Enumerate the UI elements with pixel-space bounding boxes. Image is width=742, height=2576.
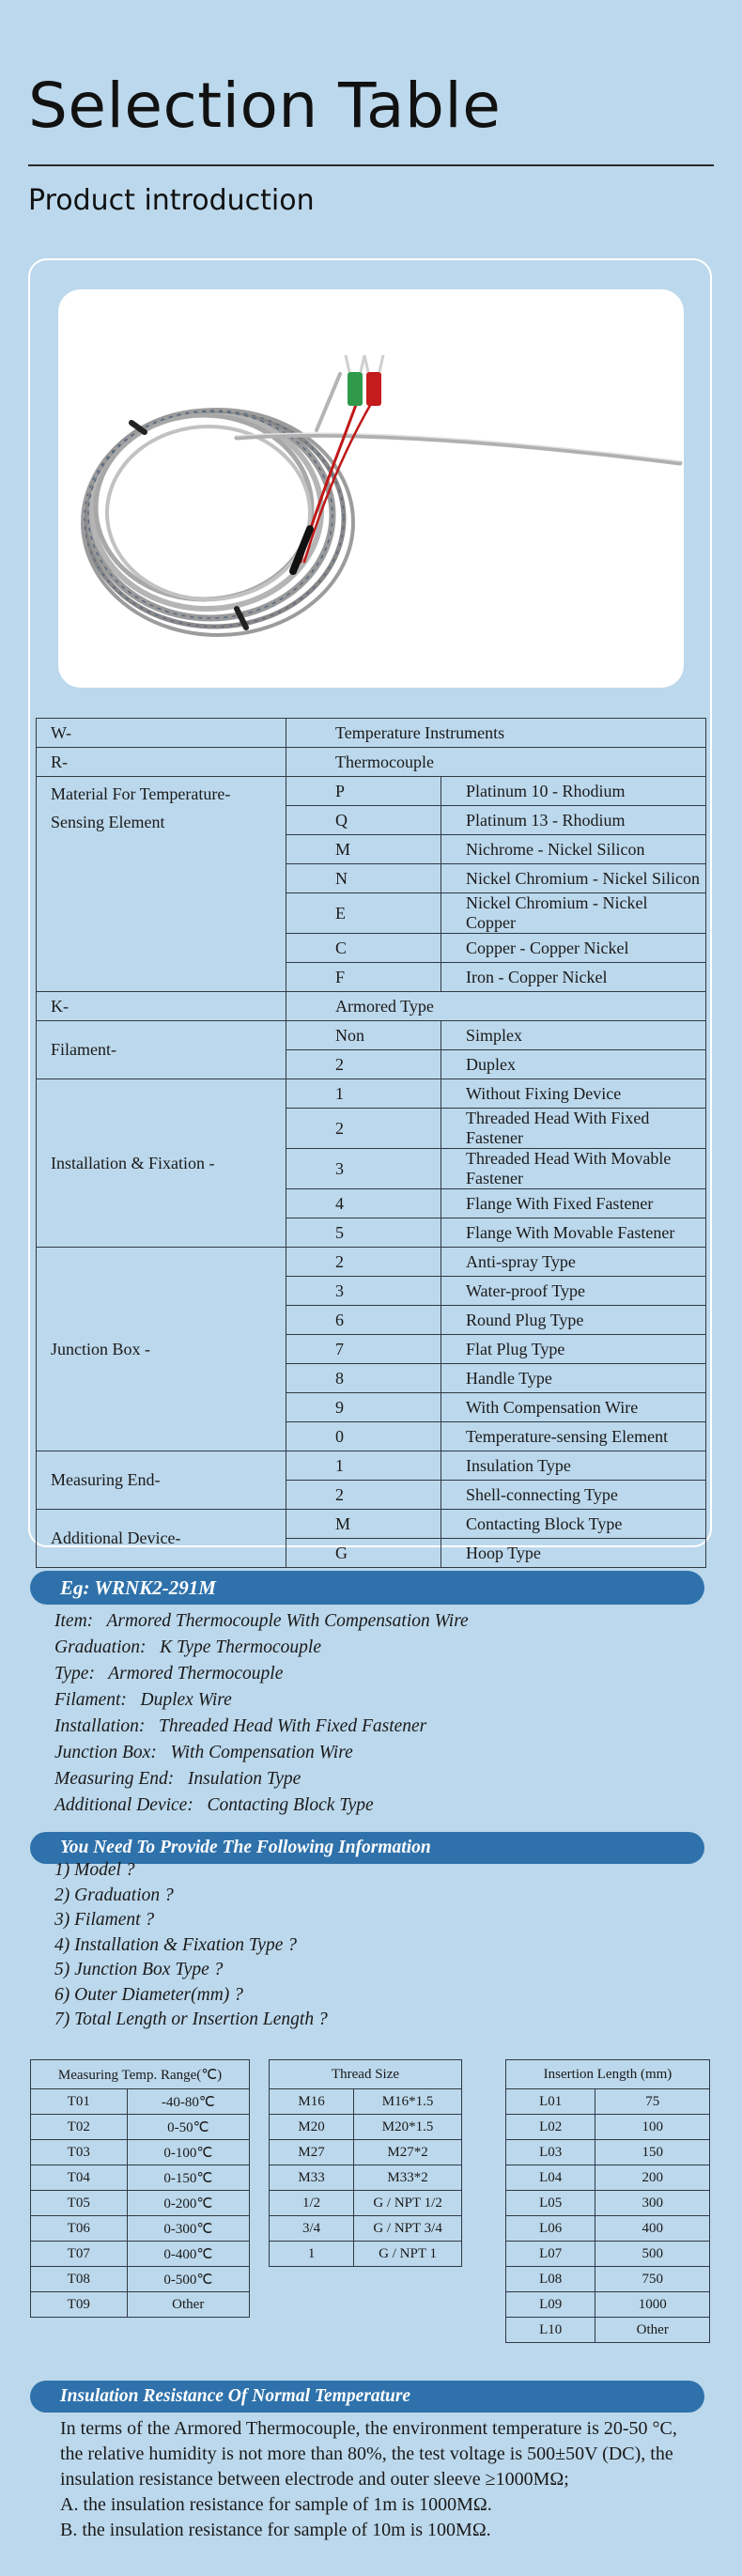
- question-item: 4) Installation & Fixation Type ?: [54, 1934, 297, 1955]
- row-label: Junction Box -: [37, 1248, 286, 1451]
- example-value: With Compensation Wire: [170, 1743, 353, 1762]
- row-description: Nickel Chromium - Nickel Silicon: [441, 864, 706, 893]
- row-description: Contacting Block Type: [441, 1510, 706, 1539]
- table-row: [37, 748, 706, 777]
- cell-value: 0-300℃: [127, 2216, 249, 2242]
- table-row: [270, 2140, 462, 2165]
- row-code: 2: [286, 1050, 441, 1079]
- table-row: [270, 2216, 462, 2242]
- table-row: [31, 2140, 250, 2165]
- table-row: [506, 2140, 710, 2165]
- table-row: [506, 2242, 710, 2267]
- row-description: Shell-connecting Type: [441, 1481, 706, 1510]
- table-row: [31, 2216, 250, 2242]
- row-label: W-: [37, 719, 286, 748]
- cell-value: -40-80℃: [127, 2089, 249, 2115]
- table-row: [31, 2165, 250, 2191]
- product-photo: [58, 289, 684, 688]
- example-key: Installation:: [54, 1716, 146, 1736]
- insulation-heading: Insulation Resistance Of Normal Temperature: [30, 2381, 704, 2413]
- table-header: Measuring Temp. Range(℃): [31, 2060, 250, 2089]
- cell-code: M16: [270, 2089, 354, 2115]
- example-key: Measuring End:: [54, 1769, 175, 1789]
- row-label: K-: [37, 992, 286, 1021]
- cell-value: 0-400℃: [127, 2242, 249, 2267]
- example-line: [54, 1714, 469, 1740]
- title-divider: [28, 164, 714, 166]
- example-key: Item:: [54, 1611, 94, 1631]
- table-row: [37, 1021, 706, 1050]
- thread-size-table: [269, 2059, 462, 2267]
- question-item: 3) Filament ?: [54, 1910, 155, 1930]
- table-row: [506, 2318, 710, 2343]
- row-code: 2: [286, 1109, 441, 1149]
- row-code: M: [286, 1510, 441, 1539]
- temp-range-table: [30, 2059, 250, 2318]
- insertion-length-table: [505, 2059, 710, 2343]
- question-item: 7) Total Length or Insertion Length ?: [54, 2010, 328, 2029]
- cell-value: 200: [595, 2165, 710, 2191]
- table-row: [270, 2191, 462, 2216]
- row-description: Flange With Fixed Fastener: [441, 1189, 706, 1218]
- row-description: Threaded Head With Fixed Fastener: [441, 1109, 706, 1149]
- info-heading: You Need To Provide The Following Information: [30, 1832, 704, 1864]
- example-value: Contacting Block Type: [207, 1795, 374, 1815]
- example-key: Type:: [54, 1664, 95, 1684]
- example-heading: Eg: WRNK2-291M: [30, 1571, 704, 1605]
- row-label: Filament-: [37, 1021, 286, 1079]
- row-code: 8: [286, 1364, 441, 1393]
- cell-value: 1000: [595, 2292, 710, 2318]
- cell-code: 1: [270, 2242, 354, 2267]
- cell-code: T03: [31, 2140, 128, 2165]
- example-line: [54, 1661, 469, 1687]
- cell-value: G / NPT 1: [354, 2242, 462, 2267]
- cell-value: 0-150℃: [127, 2165, 249, 2191]
- example-key: Filament:: [54, 1690, 127, 1710]
- cell-code: L01: [506, 2089, 595, 2115]
- example-value: Threaded Head With Fixed Fastener: [159, 1716, 427, 1736]
- cell-code: T08: [31, 2267, 128, 2292]
- example-line: [54, 1792, 469, 1819]
- row-code: 2: [286, 1481, 441, 1510]
- row-description: Thermocouple: [286, 748, 706, 777]
- cell-value: G / NPT 3/4: [354, 2216, 462, 2242]
- cell-value: 0-50℃: [127, 2115, 249, 2140]
- row-description: Hoop Type: [441, 1539, 706, 1568]
- cell-value: 150: [595, 2140, 710, 2165]
- cell-value: Other: [595, 2318, 710, 2343]
- row-description: Water-proof Type: [441, 1277, 706, 1306]
- table-row: [506, 2089, 710, 2115]
- example-value: Armored Thermocouple With Compensation Wire: [106, 1611, 469, 1631]
- example-line: [54, 1635, 469, 1661]
- cell-value: M16*1.5: [354, 2089, 462, 2115]
- question-item: 6) Outer Diameter(mm) ?: [54, 1984, 243, 2005]
- row-label: Installation & Fixation -: [37, 1079, 286, 1248]
- table-row: [506, 2165, 710, 2191]
- table-row: [37, 1510, 706, 1539]
- row-code: 3: [286, 1149, 441, 1189]
- row-description: Threaded Head With Movable Fastener: [441, 1149, 706, 1189]
- row-label: Additional Device-: [37, 1510, 286, 1568]
- cell-value: 750: [595, 2267, 710, 2292]
- cell-code: L08: [506, 2267, 595, 2292]
- row-description: Nichrome - Nickel Silicon: [441, 835, 706, 864]
- table-row: [37, 1451, 706, 1481]
- row-description: Insulation Type: [441, 1451, 706, 1481]
- row-code: E: [286, 893, 441, 934]
- cell-value: 0-200℃: [127, 2191, 249, 2216]
- row-code: M: [286, 835, 441, 864]
- example-details: [54, 1608, 469, 1819]
- row-description: Flange With Movable Fastener: [441, 1218, 706, 1248]
- row-code: 1: [286, 1451, 441, 1481]
- cell-value: 300: [595, 2191, 710, 2216]
- cell-value: 100: [595, 2115, 710, 2140]
- table-row: [31, 2089, 250, 2115]
- row-description: Platinum 10 - Rhodium: [441, 777, 706, 806]
- row-code: 5: [286, 1218, 441, 1248]
- table-header-row: [31, 2060, 250, 2089]
- example-line: [54, 1740, 469, 1766]
- table-row: [270, 2242, 462, 2267]
- row-description: Copper - Copper Nickel: [441, 934, 706, 963]
- row-description: Iron - Copper Nickel: [441, 963, 706, 992]
- example-value: Duplex Wire: [140, 1690, 232, 1710]
- cell-code: 1/2: [270, 2191, 354, 2216]
- table-row: [31, 2242, 250, 2267]
- example-line: [54, 1766, 469, 1792]
- table-row: [506, 2267, 710, 2292]
- table-row: [31, 2115, 250, 2140]
- question-item: 1) Model ?: [54, 1860, 135, 1880]
- cell-code: T06: [31, 2216, 128, 2242]
- row-code: Q: [286, 806, 441, 835]
- table-row: [506, 2115, 710, 2140]
- row-description: Flat Plug Type: [441, 1335, 706, 1364]
- example-value: K Type Thermocouple: [160, 1637, 321, 1657]
- row-description: Nickel Chromium - Nickel Copper: [441, 893, 706, 934]
- row-description: Without Fixing Device: [441, 1079, 706, 1109]
- example-line: [54, 1608, 469, 1635]
- row-code: 7: [286, 1335, 441, 1364]
- cell-code: L02: [506, 2115, 595, 2140]
- table-header-row: [270, 2060, 462, 2089]
- cell-value: M20*1.5: [354, 2115, 462, 2140]
- row-description: Armored Type: [286, 992, 706, 1021]
- table-header: Insertion Length (mm): [506, 2060, 710, 2089]
- table-row: [270, 2115, 462, 2140]
- row-description: Round Plug Type: [441, 1306, 706, 1335]
- row-label: Measuring End-: [37, 1451, 286, 1510]
- cell-value: 0-100℃: [127, 2140, 249, 2165]
- row-code: Non: [286, 1021, 441, 1050]
- cell-code: 3/4: [270, 2216, 354, 2242]
- page-subtitle: Product introduction: [28, 184, 315, 217]
- row-code: 4: [286, 1189, 441, 1218]
- example-value: Insulation Type: [187, 1769, 301, 1789]
- example-key: Junction Box:: [54, 1743, 157, 1762]
- row-description: Handle Type: [441, 1364, 706, 1393]
- row-code: C: [286, 934, 441, 963]
- row-code: 9: [286, 1393, 441, 1422]
- row-code: 6: [286, 1306, 441, 1335]
- info-questions: [54, 1858, 328, 2033]
- cell-value: 75: [595, 2089, 710, 2115]
- cell-code: L05: [506, 2191, 595, 2216]
- table-row: [270, 2089, 462, 2115]
- insulation-paragraph: In terms of the Armored Thermocouple, the environment temperature is 20-50 °C, the relative humidity is not more than 80%, the test voltage is 500±50V (DC), the insulation resistance between electrode and outer sleeve ≥1000MΩ;: [60, 2418, 677, 2490]
- cell-value: 500: [595, 2242, 710, 2267]
- row-code: G: [286, 1539, 441, 1568]
- cell-code: L10: [506, 2318, 595, 2343]
- row-description: Duplex: [441, 1050, 706, 1079]
- table-row: [37, 1079, 706, 1109]
- row-label: Material For Temperature- Sensing Element: [37, 777, 286, 992]
- table-row: [31, 2191, 250, 2216]
- cell-value: 0-500℃: [127, 2267, 249, 2292]
- row-code: 0: [286, 1422, 441, 1451]
- question-item: 2) Graduation ?: [54, 1885, 174, 1905]
- cell-code: L09: [506, 2292, 595, 2318]
- insulation-text: [60, 2416, 699, 2543]
- table-row: [37, 992, 706, 1021]
- table-row: [31, 2267, 250, 2292]
- table-row: [37, 777, 706, 806]
- cell-code: T02: [31, 2115, 128, 2140]
- example-line: [54, 1687, 469, 1714]
- table-row: [37, 719, 706, 748]
- cell-code: L03: [506, 2140, 595, 2165]
- row-description: Anti-spray Type: [441, 1248, 706, 1277]
- cell-code: L04: [506, 2165, 595, 2191]
- cell-code: T05: [31, 2191, 128, 2216]
- row-label: R-: [37, 748, 286, 777]
- cell-code: M27: [270, 2140, 354, 2165]
- cell-code: T07: [31, 2242, 128, 2267]
- example-key: Graduation:: [54, 1637, 147, 1657]
- cell-code: T04: [31, 2165, 128, 2191]
- cell-value: G / NPT 1/2: [354, 2191, 462, 2216]
- table-row: [506, 2191, 710, 2216]
- page-title: Selection Table: [28, 70, 502, 142]
- row-code: 2: [286, 1248, 441, 1277]
- row-code: F: [286, 963, 441, 992]
- cell-value: 400: [595, 2216, 710, 2242]
- row-code: N: [286, 864, 441, 893]
- cell-value: M27*2: [354, 2140, 462, 2165]
- row-description: With Compensation Wire: [441, 1393, 706, 1422]
- table-header-row: [506, 2060, 710, 2089]
- row-code: 3: [286, 1277, 441, 1306]
- cell-value: Other: [127, 2292, 249, 2318]
- armored-thermocouple-image: [58, 289, 684, 688]
- table-row: [31, 2292, 250, 2318]
- cell-code: L07: [506, 2242, 595, 2267]
- cell-code: T01: [31, 2089, 128, 2115]
- row-description: Temperature Instruments: [286, 719, 706, 748]
- row-code: P: [286, 777, 441, 806]
- cell-code: M33: [270, 2165, 354, 2191]
- row-code: 1: [286, 1079, 441, 1109]
- insulation-line-b: B. the insulation resistance for sample of 10m is 100MΩ.: [60, 2520, 491, 2540]
- table-row: [270, 2165, 462, 2191]
- selection-table: [36, 718, 706, 1568]
- example-value: Armored Thermocouple: [108, 1664, 284, 1684]
- question-item: 5) Junction Box Type ?: [54, 1960, 224, 1979]
- table-row: [506, 2292, 710, 2318]
- insulation-line-a: A. the insulation resistance for sample of 1m is 1000MΩ.: [60, 2494, 492, 2515]
- table-header: Thread Size: [270, 2060, 462, 2089]
- example-key: Additional Device:: [54, 1795, 193, 1815]
- table-row: [37, 1248, 706, 1277]
- cell-code: L06: [506, 2216, 595, 2242]
- table-row: [506, 2216, 710, 2242]
- cell-code: M20: [270, 2115, 354, 2140]
- row-description: Platinum 13 - Rhodium: [441, 806, 706, 835]
- cell-code: T09: [31, 2292, 128, 2318]
- cell-value: M33*2: [354, 2165, 462, 2191]
- row-description: Temperature-sensing Element: [441, 1422, 706, 1451]
- row-description: Simplex: [441, 1021, 706, 1050]
